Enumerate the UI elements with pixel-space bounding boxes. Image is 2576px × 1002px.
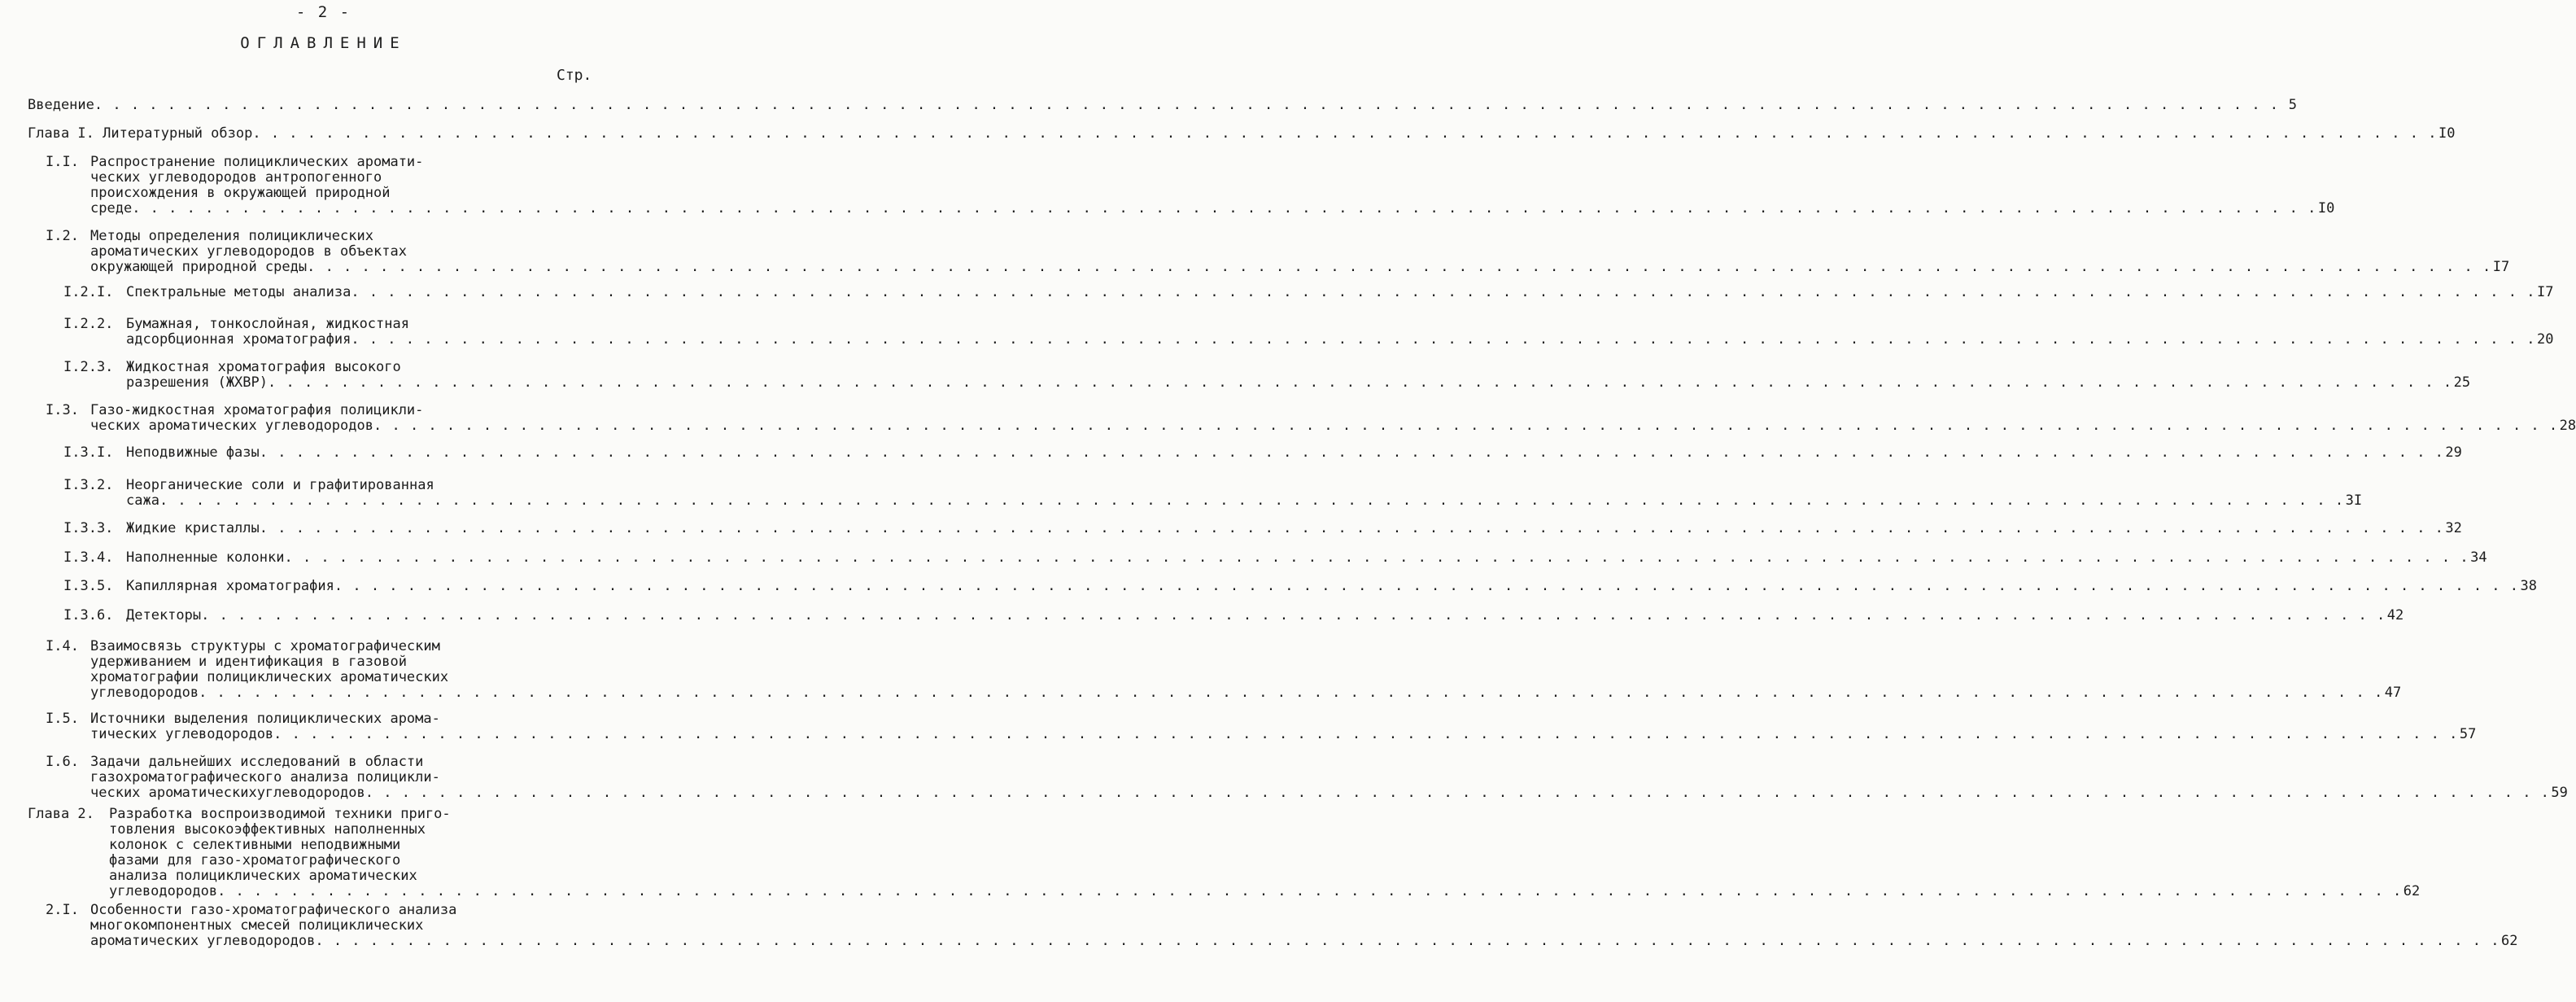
page-title: ОГЛАВЛЕНИЕ (240, 34, 407, 52)
toc-entry-line: окружающей природной среды (90, 259, 308, 275)
toc-entry-line: ароматических углеводородов в объектах (90, 243, 407, 260)
toc-entry-line: Бумажная, тонкослойная, жидкостная (126, 316, 409, 332)
toc-entry-line: адсорбционная хроматография (126, 331, 351, 348)
toc-entry-line: ароматических углеводородов (90, 933, 316, 949)
toc-entry-line: Взаимосвязь структуры с хроматографическим (90, 638, 440, 654)
dot-leader: . . . . . . . . . . . . . . . . . . . . . . . . . . . . . . . . . . . . . . . . . . . . . . . . . . . . . . . . . . . . . . . . . . . . . . . . . . . . . . . . . . . . . . . . . . . . . . . . . . . . . . . . . . . . . . . . . . . . . . . . (307, 259, 2492, 275)
toc-page-number: 38 (2520, 578, 2538, 594)
dot-leader: . . . . . . . . . . . . . . . . . . . . . . . . . . . . . . . . . . . . . . . . . . . . . . . . . . . . . . . . . . . . . . . . . . . . . . . . . . . . . . . . . . . . . . . . . . . . . . . . . . . . . . . . . . . . . . . . . . . . . . . . (201, 607, 2386, 624)
toc-entry-line: сажа (126, 492, 159, 509)
toc-page-number: 32 (2445, 520, 2462, 536)
toc-entry-line: ческих ароматическихуглеводородов (90, 785, 365, 801)
toc-entry (126, 284, 2554, 300)
toc-entry-number: I.3.I. (63, 444, 114, 461)
dot-leader: . . . . . . . . . . . . . . . . . . . . . . . . . . . . . . . . . . . . . . . . . . . . . . . . . . . . . . . . . . . . . . . . . . . . . . . . . . . . . . . . . . . . . . . . . . . . . . . . . . . . . . . . . . . . . . . . . . . . . . . . (132, 200, 2317, 217)
toc-entry (126, 607, 2404, 624)
toc-page-number: 62 (2403, 883, 2421, 899)
dot-leader: . . . . . . . . . . . . . . . . . . . . . . . . . . . . . . . . . . . . . . . . . . . . . . . . . . . . . . . . . . . . . . . . . . . . . . . . . . . . . . . . . . . . . . . . . . . . . . . . . . . . . . . . . . . . . . . . . . . . . . . . (273, 726, 2459, 742)
toc-entry (126, 520, 2462, 536)
toc-page-number: I0 (2317, 200, 2335, 217)
toc-entry-line: Неорганические соли и графитированная (126, 477, 434, 493)
toc-page-number: 29 (2445, 444, 2462, 461)
dot-leader: . . . . . . . . . . . . . . . . . . . . . . . . . . . . . . . . . . . . . . . . . . . . . . . . . . . . . . . . . . . . . . . . . . . . . . . . . . . . . . . . . . . . . . . . . . . . . . . . . . . . . . . . . . . . . . . . . . . . . . . . (334, 578, 2520, 594)
toc-page-number: I7 (2492, 259, 2510, 275)
dot-leader: . . . . . . . . . . . . . . . . . . . . . . . . . . . . . . . . . . . . . . . . . . . . . . . . . . . . . . . . . . . . . . . . . . . . . . . . . . . . . . . . . . . . . . . . . . . . . . . . . . . . . . . . . . . . . . . . . . . . . . . . (199, 685, 2384, 701)
toc-entry (126, 477, 2363, 509)
toc-entry (90, 228, 2510, 275)
toc-entry-number: 2.I. (46, 902, 79, 918)
dot-leader: . . . . . . . . . . . . . . . . . . . . . . . . . . . . . . . . . . . . . . . . . . . . . . . . . . . . . . . . . . . . . . . . . . . . . . . . . . . . . . . . . . . . . . . . . . . . . . . . . . . . . . . . . . . . . . . . . . . . . . . . (315, 933, 2500, 949)
toc-entry-line: хроматографии полициклических ароматических (90, 669, 449, 685)
toc-entry-line: удерживанием и идентификация в газовой (90, 654, 407, 670)
toc-entry-line: газохроматографического анализа полицикли- (90, 769, 440, 785)
toc-entry-line: Наполненные колонки (126, 549, 285, 566)
toc-entry-number: I.3.4. (63, 549, 114, 566)
dot-leader: . . . . . . . . . . . . . . . . . . . . . . . . . . . . . . . . . . . . . . . . . . . . . . . . . . . . . . . . . . . . . . . . . . . . . . . . . . . . . . . . . . . . . . . . . . . . . . . . . . . . . . . . . . . . . . . . . . . . . . . . (351, 331, 2536, 348)
dot-leader: . . . . . . . . . . . . . . . . . . . . . . . . . . . . . . . . . . . . . . . . . . . . . . . . . . . . . . . . . . . . . . . . . . . . . . . . . . . . . . . . . . . . . . . . . . . . . . . . . . . . . . . . . . . . . . . . . . . . . . . . (259, 444, 2444, 461)
toc-entry-line: Газо-жидкостная хроматография полицикли- (90, 402, 424, 418)
dot-leader: . . . . . . . . . . . . . . . . . . . . . . . . . . . . . . . . . . . . . . . . . . . . . . . . . . . . . . . . . . . . . . . . . . . . . . . . . . . . . . . . . . . . . . . . . . . . . . . . . . . . . . . . . . . . . . . . . . . . . . . . (259, 520, 2444, 536)
toc-page-number: 57 (2459, 726, 2477, 742)
toc-entry-line: Глава I. Литературный обзор (28, 125, 253, 142)
toc-page-number: 3I (2345, 492, 2363, 509)
toc-entry-line: Неподвижные фазы (126, 444, 260, 461)
toc-entry-number: I.2. (46, 228, 79, 244)
toc-page-number: 25 (2453, 374, 2471, 391)
toc-entry-number: I.2.3. (63, 359, 114, 375)
toc-page-number: 47 (2384, 685, 2402, 701)
toc-entry-number: I.3.3. (63, 520, 114, 536)
toc-entry-number: I.2.I. (63, 284, 114, 300)
toc-entry-line: товления высокоэффективных наполненных (109, 821, 426, 838)
dot-leader: . . . . . . . . . . . . . . . . . . . . . . . . . . . . . . . . . . . . . . . . . . . . . . . . . . . . . . . . . . . . . . . . . . . . . . . . . . . . . . . . . . . . . . . . . . . . . . . . . . . . . . . . . . . . . . . . . . . . . . . . (252, 125, 2438, 142)
toc-entry-number: I.3.2. (63, 477, 114, 493)
toc-entry-line: Распространение полициклических аромати- (90, 154, 424, 170)
toc-entry-line: ческих углеводородов антропогенного (90, 169, 382, 186)
dot-leader: . . . . . . . . . . . . . . . . . . . . . . . . . . . . . . . . . . . . . . . . . . . . . . . . . . . . . . . . . . . . . . . . . . . . . . . . . . . . . . . . . . . . . . . . . . . . . . . . . . . . . . . . . . . . . . . . . . . . . . . . (351, 284, 2536, 300)
toc-entry (28, 97, 2298, 113)
toc-page-number: 20 (2537, 331, 2554, 348)
toc-page-number: 34 (2470, 549, 2487, 566)
toc-entry (90, 638, 2402, 701)
toc-entry (126, 316, 2554, 348)
toc-entry (90, 154, 2335, 217)
dot-leader: . . . . . . . . . . . . . . . . . . . . . . . . . . . . . . . . . . . . . . . . . . . . . . . . . . . . . . . . . . . . . . . . . . . . . . . . . . . . . . . . . . . . . . . . . . . . . . . . . . . . . . . . . . . . . . . . . . . . . . . . (373, 418, 2559, 434)
toc-entry-line: разрешения (ЖХВР) (126, 374, 268, 391)
dot-leader: . . . . . . . . . . . . . . . . . . . . . . . . . . . . . . . . . . . . . . . . . . . . . . . . . . . . . . . . . . . . . . . . . . . . . . . . . . . . . . . . . . . . . . . . . . . . . . . . . . . . . . . . . . . . . . . . . . . . . . . . (268, 374, 2453, 391)
toc-page-number: 28 (2559, 418, 2576, 434)
dot-leader: . . . . . . . . . . . . . . . . . . . . . . . . . . . . . . . . . . . . . . . . . . . . . . . . . . . . . . . . . . . . . . . . . . . . . . . . . . . . . . . . . . . . . . . . . . . . . . . . . . . . . . . . . . . . . . . . . . . . . . . . (365, 785, 2550, 801)
toc-entry-number: I.2.2. (63, 316, 114, 332)
dot-leader: . . . . . . . . . . . . . . . . . . . . . . . . . . . . . . . . . . . . . . . . . . . . . . . . . . . . . . . . . . . . . . . . . . . . . . . . . . . . . . . . . . . . . . . . . . . . . . . . . . . . . . . . . . . . . . . . . . . . . . . . (159, 492, 2345, 509)
toc-entry-line: анализа полициклических ароматических (109, 868, 417, 884)
toc-entry-line: Спектральные методы анализа (126, 284, 351, 300)
toc-page-number: 5 (2288, 97, 2298, 113)
toc-entry-line: Детекторы (126, 607, 202, 624)
toc-entry-number: I.4. (46, 638, 79, 654)
page-column-header: Стр. (557, 67, 592, 84)
toc-entry (90, 402, 2576, 434)
toc-entry (126, 578, 2538, 594)
toc-page-number: I7 (2537, 284, 2554, 300)
toc-entry-line: Жидкостная хроматография высокого (126, 359, 401, 375)
toc-entry-number: I.5. (46, 711, 79, 727)
toc-entry-line: тических углеводородов (90, 726, 274, 742)
toc-entry (126, 444, 2462, 461)
toc-entry (109, 806, 2421, 899)
dot-leader: . . . . . . . . . . . . . . . . . . . . . . . . . . . . . . . . . . . . . . . . . . . . . . . . . . . . . . . . . . . . . . . . . . . . . . . . . . . . . . . . . . . . . . . . . . . . . . . . . . . . . . . . . . . . . . . . . . . . . . . . (284, 549, 2469, 566)
toc-entry-line: Источники выделения полициклических арома- (90, 711, 440, 727)
toc-entry-number: I.3.5. (63, 578, 114, 594)
dot-leader: . . . . . . . . . . . . . . . . . . . . . . . . . . . . . . . . . . . . . . . . . . . . . . . . . . . . . . . . . . . . . . . . . . . . . . . . . . . . . . . . . . . . . . . . . . . . . . . . . . . . . . . . . . . . . . . . . . . . . . . . (217, 883, 2403, 899)
toc-page-number: 59 (2551, 785, 2568, 801)
toc-page-number: I0 (2438, 125, 2456, 142)
toc-entry-line: ческих ароматических углеводородов (90, 418, 373, 434)
toc-entry-line: среде (90, 200, 133, 217)
dot-leader: . . . . . . . . . . . . . . . . . . . . . . . . . . . . . . . . . . . . . . . . . . . . . . . . . . . . . . . . . . . . . . . . . . . . . . . . . . . . . . . . . . . . . . . . . . . . . . . . . . . . . . . . . . . . . . . . . . . . . . . . (94, 97, 2280, 113)
toc-entry-line: Разработка воспроизводимой техники приго- (109, 806, 451, 822)
toc-entry-line: углеводородов (109, 883, 218, 899)
toc-entry-line: Задачи дальнейших исследований в области (90, 754, 424, 770)
toc-entry (90, 754, 2568, 801)
toc-entry-number: I.I. (46, 154, 79, 170)
toc-entry-line: углеводородов (90, 685, 199, 701)
toc-entry-line: колонок с селективными неподвижными (109, 837, 401, 853)
toc-entry-line: фазами для газо-хроматографического (109, 852, 401, 869)
toc-entry-line: Капиллярная хроматография (126, 578, 334, 594)
toc-page-number: 62 (2501, 933, 2518, 949)
toc-entry-line: Методы определения полициклических (90, 228, 373, 244)
toc-entry (126, 359, 2471, 391)
toc-entry-line: многокомпонентных смесей полициклических (90, 917, 424, 934)
toc-entry-number: Глава 2. (28, 806, 94, 822)
toc-entry-line: Особенности газо-хроматографического анализа (90, 902, 457, 918)
toc-entry (90, 711, 2477, 742)
toc-entry-line: происхождения в окружающей природной (90, 185, 391, 201)
toc-entry-line: Жидкие кристаллы (126, 520, 260, 536)
toc-entry (28, 125, 2456, 142)
toc-entry-line: Введение (28, 97, 94, 113)
toc-entry (90, 902, 2518, 949)
toc-entry (126, 549, 2487, 566)
toc-entry-number: I.3.6. (63, 607, 114, 624)
toc-entry-number: I.3. (46, 402, 79, 418)
toc-entry-number: I.6. (46, 754, 79, 770)
page-number: - 2 - (295, 3, 351, 21)
toc-page-number: 42 (2386, 607, 2404, 624)
